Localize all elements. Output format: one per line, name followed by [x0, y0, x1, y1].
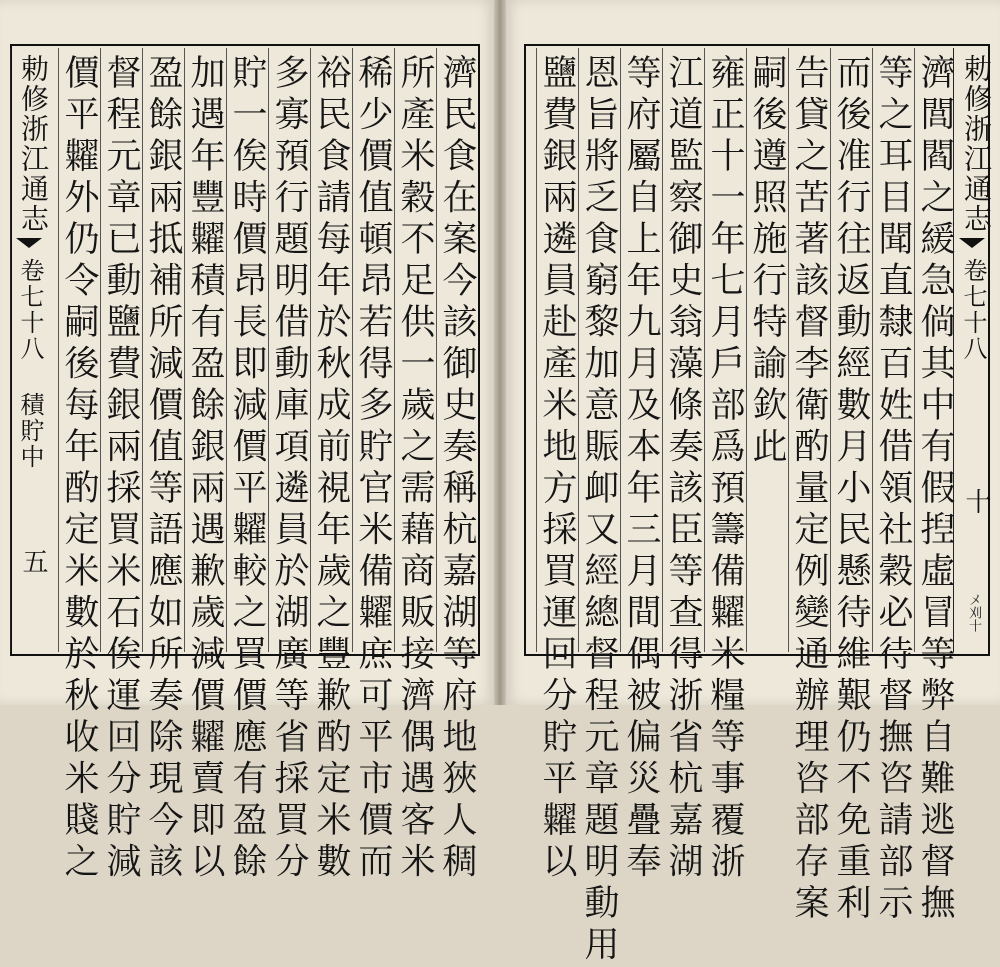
column-text: 價平糶外仍令嗣後每年酌定米數於秋收米賤之 [59, 54, 99, 884]
text-column [620, 48, 662, 884]
column-text: 鹽費銀兩遴員赴產米地方採買運回分貯平糶以 [537, 54, 577, 884]
left-margin-column [10, 48, 50, 652]
right-margin-section: 卷七十八 [959, 258, 987, 362]
text-column [436, 48, 478, 884]
text-column [746, 48, 788, 652]
right-leaf-number: 十 [961, 488, 991, 514]
left-margin-section: 卷七十八 積貯中 [16, 258, 44, 470]
text-column [830, 48, 872, 926]
column-text: 告貸之苦著該督李衛酌量定例變通辦理咨部存案 [789, 54, 829, 926]
right-margin-title: 勅修浙江通志 [960, 54, 993, 234]
column-text: 雍正十一年七月戶部爲預籌備糶米糧等事覆浙 [705, 54, 745, 884]
column-text: 恩旨將乏食窮黎加意賑卹又經總督程元章題明動用 [579, 54, 619, 967]
right-page-mark: メ刈十 [966, 593, 981, 632]
fishtail-mark [16, 238, 42, 248]
column-text: 等之耳目聞直隸百姓借領社穀必待督撫咨請部示 [873, 54, 913, 926]
text-column [662, 48, 704, 884]
column-text: 江道監察御史翁藻條奏該臣等查得浙省杭嘉湖 [663, 54, 703, 884]
text-column [578, 48, 620, 967]
text-column [788, 48, 830, 926]
column-text: 所產米穀不足供一歲之需藉商販接濟偶遇客米 [395, 54, 435, 884]
text-column [914, 48, 956, 926]
column-text: 貯一俟時價昂長即減價平糶較之買價應有盈餘 [227, 54, 267, 884]
book-gutter [494, 0, 506, 705]
text-column [184, 48, 226, 884]
right-margin-column [953, 48, 993, 652]
text-column [704, 48, 746, 884]
text-column [268, 48, 310, 884]
text-column [226, 48, 268, 884]
text-column [310, 48, 352, 884]
column-text: 盈餘銀兩抵補所減價值等語應如所奏除現今該 [143, 54, 183, 884]
fishtail-mark [959, 238, 985, 248]
column-text: 等府屬自上年九月及本年三月間偶被偏災疊奉 [621, 54, 661, 884]
column-text: 濟閭閻之緩急倘其中有假揑虛冒等弊自難逃督撫 [915, 54, 955, 926]
column-text: 多寡預行題明借動庫項遴員於湖廣等省採買分 [269, 54, 309, 884]
column-text: 濟民食在案今該御史奏稱杭嘉湖等府地狹人稠 [437, 54, 477, 884]
text-column [142, 48, 184, 884]
text-column [100, 48, 142, 884]
text-column [394, 48, 436, 884]
text-column [872, 48, 914, 926]
text-column [352, 48, 394, 884]
right-page-frame [524, 44, 993, 967]
left-leaf-number: 五 [18, 548, 48, 574]
column-text: 督程元章已動鹽費銀兩採買米石俟運回分貯減 [101, 54, 141, 884]
text-column [58, 48, 100, 884]
text-column [536, 48, 578, 884]
left-page-frame [10, 44, 480, 884]
left-margin-title: 勅修浙江通志 [17, 54, 50, 234]
column-text: 稀少價值頓昂若得多貯官米備糶庶可平市價而 [353, 54, 393, 884]
column-text: 加遇年豐糶積有盈餘銀兩遇歉歲減價糶賣即以 [185, 54, 225, 884]
column-text: 而後准行往返動經數月小民懸待維艱仍不免重利 [831, 54, 871, 926]
column-text: 裕民食請每年於秋成前視年歲之豐歉酌定米數 [311, 54, 351, 884]
column-text: 嗣後遵照施行特諭欽此 [747, 54, 787, 469]
